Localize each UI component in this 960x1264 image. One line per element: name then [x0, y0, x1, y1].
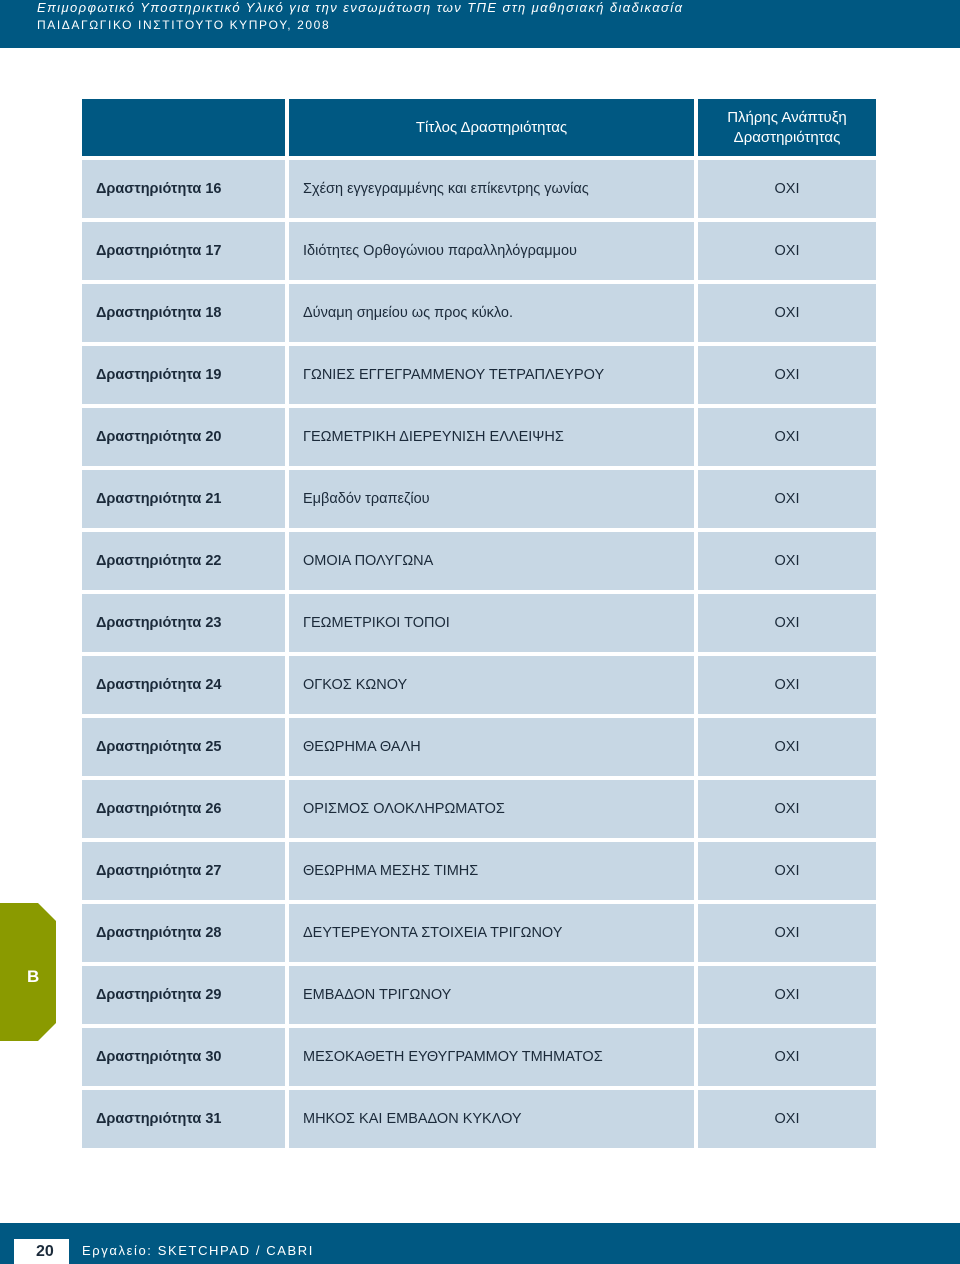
activity-title-cell: ΓΕΩΜΕΤΡΙΚΟΙ ΤΟΠΟΙ	[289, 594, 694, 652]
activity-status-cell: ΟΧΙ	[698, 408, 876, 466]
activity-number-cell: Δραστηριότητα 30	[82, 1028, 285, 1086]
activity-title-cell: Ιδιότητες Ορθογώνιου παραλληλόγραμμου	[289, 222, 694, 280]
activity-status-cell: ΟΧΙ	[698, 656, 876, 714]
activity-status-cell: ΟΧΙ	[698, 284, 876, 342]
activity-status-cell: ΟΧΙ	[698, 594, 876, 652]
activity-status-cell: ΟΧΙ	[698, 346, 876, 404]
activity-number-cell: Δραστηριότητα 25	[82, 718, 285, 776]
activity-title-cell: ΓΕΩΜΕΤΡΙΚΗ ΔΙΕΡΕΥΝΙΣΗ ΕΛΛΕΙΨΗΣ	[289, 408, 694, 466]
header-full-development: Πλήρης Ανάπτυξη Δραστηριότητας	[698, 99, 876, 156]
activity-title-cell: Σχέση εγγεγραμμένης και επίκεντρης γωνίας	[289, 160, 694, 218]
activity-number-cell: Δραστηριότητα 26	[82, 780, 285, 838]
header-bar	[0, 0, 960, 48]
activity-number-cell: Δραστηριότητα 27	[82, 842, 285, 900]
activity-status-cell: ΟΧΙ	[698, 1028, 876, 1086]
activity-number-cell: Δραστηριότητα 31	[82, 1090, 285, 1148]
activity-title-cell: ΘΕΩΡΗΜΑ ΜΕΣΗΣ ΤΙΜΗΣ	[289, 842, 694, 900]
activity-title-cell: ΕΜΒΑΔΟΝ ΤΡΙΓΩΝΟΥ	[289, 966, 694, 1024]
activity-status-cell: ΟΧΙ	[698, 780, 876, 838]
activity-title-cell: ΔΕΥΤΕΡΕΥΟΝΤΑ ΣΤΟΙΧΕΙΑ ΤΡΙΓΩΝΟΥ	[289, 904, 694, 962]
activity-number-cell: Δραστηριότητα 18	[82, 284, 285, 342]
activity-status-cell: ΟΧΙ	[698, 532, 876, 590]
activity-number-cell: Δραστηριότητα 16	[82, 160, 285, 218]
header-activity-title: Τίτλος Δραστηριότητας	[289, 99, 694, 156]
header-empty-cell	[82, 99, 285, 156]
activity-number-cell: Δραστηριότητα 21	[82, 470, 285, 528]
activity-title-cell: ΜΕΣΟΚΑΘΕΤΗ ΕΥΘΥΓΡΑΜΜΟΥ ΤΜΗΜΑΤΟΣ	[289, 1028, 694, 1086]
activity-table	[82, 99, 876, 1148]
activity-number-cell: Δραστηριότητα 29	[82, 966, 285, 1024]
activity-status-cell: ΟΧΙ	[698, 904, 876, 962]
activity-title-cell: Εμβαδόν τραπεζίου	[289, 470, 694, 528]
activity-number-cell: Δραστηριότητα 23	[82, 594, 285, 652]
activity-number-cell: Δραστηριότητα 28	[82, 904, 285, 962]
activity-status-cell: ΟΧΙ	[698, 842, 876, 900]
activity-number-cell: Δραστηριότητα 19	[82, 346, 285, 404]
activity-number-cell: Δραστηριότητα 24	[82, 656, 285, 714]
section-tab	[0, 903, 56, 1041]
activity-status-cell: ΟΧΙ	[698, 718, 876, 776]
header-title: Επιμορφωτικό Υποστηρικτικό Υλικό για την ενσωμάτωση των ΤΠΕ στη μαθησιακή διαδικασία	[37, 0, 684, 15]
footer-tool-label: Εργαλείο: SKETCHPAD / CABRI	[82, 1243, 314, 1258]
header-publisher: ΠΑΙΔΑΓΩΓΙΚΟ ΙΝΣΤΙΤΟΥΤΟ ΚΥΠΡΟΥ, 2008	[37, 18, 331, 32]
activity-status-cell: ΟΧΙ	[698, 1090, 876, 1148]
activity-title-cell: ΘΕΩΡΗΜΑ ΘΑΛΗ	[289, 718, 694, 776]
section-letter: Β	[27, 967, 40, 986]
activity-title-cell: Δύναμη σημείου ως προς κύκλο.	[289, 284, 694, 342]
activity-title-cell: ΟΜΟΙΑ ΠΟΛΥΓΩΝΑ	[289, 532, 694, 590]
activity-number-cell: Δραστηριότητα 20	[82, 408, 285, 466]
activity-status-cell: ΟΧΙ	[698, 160, 876, 218]
activity-title-cell: ΓΩΝΙΕΣ ΕΓΓΕΓΡΑΜΜΕΝΟΥ ΤΕΤΡΑΠΛΕΥΡΟΥ	[289, 346, 694, 404]
activity-title-cell: ΟΓΚΟΣ ΚΩΝΟΥ	[289, 656, 694, 714]
activity-title-cell: ΜΗΚΟΣ ΚΑΙ ΕΜΒΑΔΟΝ ΚΥΚΛΟΥ	[289, 1090, 694, 1148]
activity-status-cell: ΟΧΙ	[698, 966, 876, 1024]
activity-status-cell: ΟΧΙ	[698, 470, 876, 528]
activity-title-cell: ΟΡΙΣΜΟΣ ΟΛΟΚΛΗΡΩΜΑΤΟΣ	[289, 780, 694, 838]
activity-status-cell: ΟΧΙ	[698, 222, 876, 280]
page-number: 20	[36, 1243, 54, 1260]
activity-number-cell: Δραστηριότητα 22	[82, 532, 285, 590]
activity-number-cell: Δραστηριότητα 17	[82, 222, 285, 280]
